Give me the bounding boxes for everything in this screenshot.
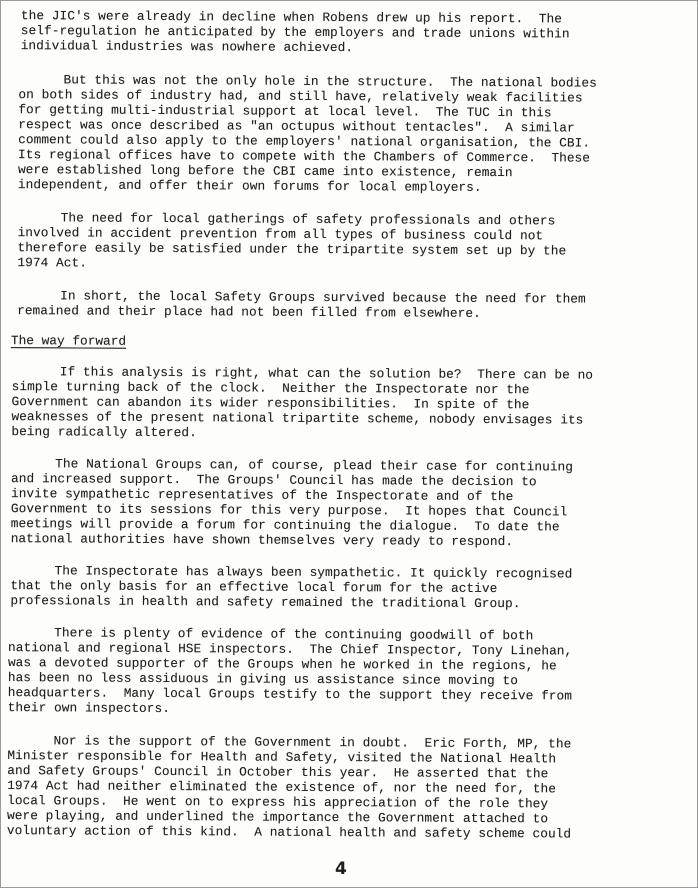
text-line: were established long before the CBI came into existence, remain	[17, 162, 513, 181]
text-line: Its regional offices have to compete with the Chambers of Commerce. These	[18, 147, 591, 166]
text-line: If this analysis is right, what can the solution be? There can be no	[59, 364, 594, 383]
text-line: invite sympathetic representatives of the Inspectorate and of the	[10, 486, 514, 505]
text-line: national authorities have shown themselves very ready to respond.	[10, 531, 514, 550]
text-line: local Groups. He went on to express his appreciation of the role they	[7, 793, 549, 812]
text-line: being radically altered.	[11, 424, 197, 441]
text-line: on both sides of industry had, and still have, relatively weak facilities	[18, 87, 583, 106]
text-line: voluntary action of this kind. A national health and safety scheme could	[6, 823, 572, 842]
text-line: simple turning back of the clock. Neither the Inspectorate nor the	[11, 379, 530, 398]
text-line: and increased support. The Groups' Council has made the decision to	[11, 471, 537, 490]
text-line: Government can abandon its wider responsibilities. In spite of the	[11, 394, 530, 413]
text-line: their own inspectors.	[7, 700, 171, 717]
text-line: There is plenty of evidence of the continuing goodwill of both	[54, 625, 534, 644]
text-line: The need for local gatherings of safety professionals and others	[60, 210, 556, 229]
text-line: professionals in health and safety remained the traditional Group.	[10, 593, 521, 612]
section-heading: The way forward	[10, 333, 127, 349]
text-line: that the only basis for an effective local forum for the active	[10, 578, 498, 597]
text-line: But this was not the only hole in the structure. The national bodies	[63, 72, 597, 91]
text-line: headquarters. Many local Groups testify to the support they receive from	[7, 685, 573, 704]
text-line: self-regulation he anticipated by the employers and trade unions within	[20, 23, 570, 42]
text-line: weaknesses of the present national tripartite scheme, nobody envisages its	[11, 409, 584, 428]
text-line: 1974 Act.	[17, 255, 88, 271]
text-line: involved in accident prevention from all types of business could not	[17, 225, 544, 244]
text-line: comment could also apply to the employers' national organisation, the CBI.	[18, 132, 591, 151]
text-line: therefore easily be satisfied under the tripartite system set up by the	[17, 240, 567, 259]
page-content	[0, 1, 697, 888]
text-line: meetings will provide a forum for continuing the dialogue. To date the	[10, 516, 560, 535]
text-line: has been no less assiduous in giving us assistance since moving to	[7, 670, 519, 689]
text-line: Nor is the support of the Government in doubt. Eric Forth, MP, the	[53, 733, 572, 752]
text-line: individual industries was nowhere achieved.	[20, 38, 354, 56]
text-line: Minister responsible for Health and Safety, visited the National Health	[7, 748, 557, 767]
text-line: were playing, and underlined the importance the Government attached to	[6, 808, 549, 827]
page-number: 4	[335, 859, 347, 879]
text-line: for getting multi-industrial support at local level. The TUC in this	[18, 102, 552, 121]
text-line: respect was once described as "an octupus without tentacles". A similar	[18, 117, 575, 136]
text-line: Government to its sessions for this very purpose. It hopes that Council	[10, 501, 568, 520]
text-line: The Inspectorate has always been sympathetic. It quickly recognised	[54, 563, 573, 582]
text-line: and Safety Groups' Council in October this year. He asserted that the	[7, 763, 549, 782]
text-line: independent, and offer their own forums for local employers.	[17, 177, 482, 195]
text-line: 1974 Act had neither eliminated the existence of, nor the need for, the	[7, 778, 557, 797]
text-line: was a devoted supporter of the Groups when he worked in the regions, he	[7, 655, 557, 674]
text-line: In short, the local Safety Groups survived because the need for them	[60, 288, 586, 307]
text-line: The National Groups can, of course, plead their case for continuing	[55, 456, 574, 475]
text-line: the JIC's were already in decline when Robens drew up his report. The	[20, 8, 563, 27]
text-line: remained and their place had not been filled from elsewhere.	[17, 303, 481, 321]
text-line: national and regional HSE inspectors. The Chief Inspector, Tony Linehan,	[8, 640, 573, 659]
